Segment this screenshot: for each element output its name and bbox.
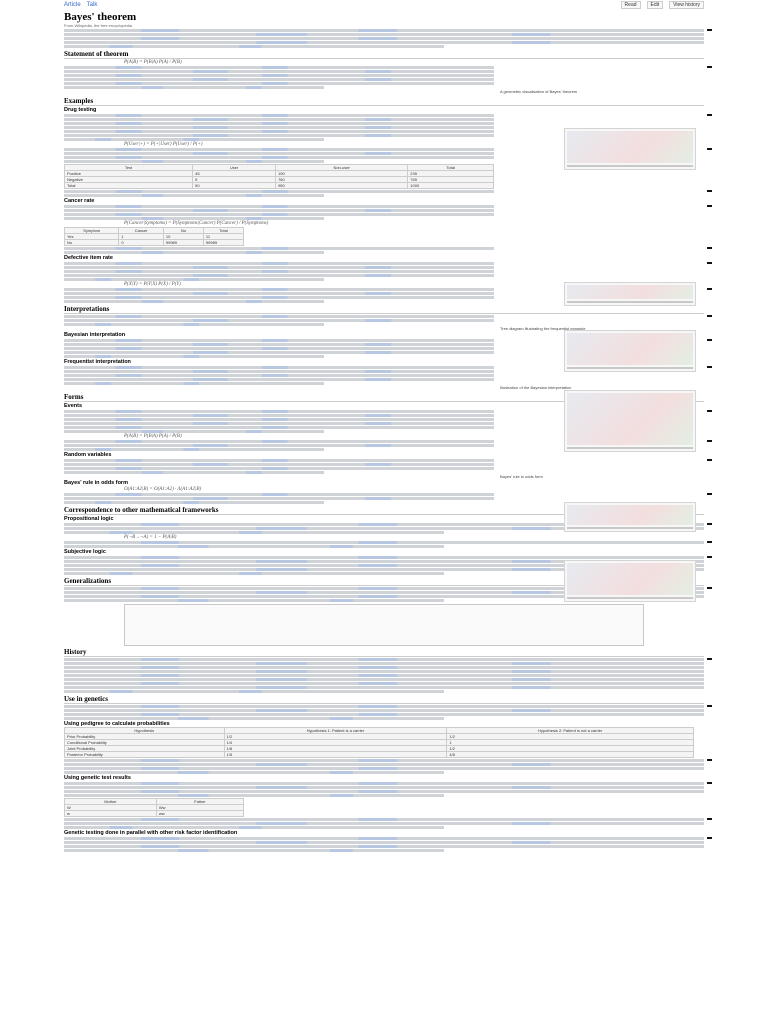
section-heading: Examples xyxy=(64,97,704,106)
section-heading: Cancer rate xyxy=(64,197,95,204)
section-heading: Using pedigree to calculate probabilities xyxy=(64,721,170,727)
data-table xyxy=(64,164,494,189)
section-heading: Defective item rate xyxy=(64,254,113,261)
section-heading: Bayesian interpretation xyxy=(64,332,126,338)
table-header-cell: User xyxy=(193,164,276,170)
table-cell: w xyxy=(65,811,157,817)
table-cell: Positive xyxy=(65,170,193,176)
top-nav xyxy=(64,0,704,10)
figure-logic[interactable] xyxy=(564,560,696,602)
section-heading: Statement of theorem xyxy=(64,50,704,59)
figure-caption: Illustration of the Bayesian interpretation xyxy=(500,385,572,390)
table-cell: 0 xyxy=(119,239,163,245)
table-header-cell: Cancer xyxy=(119,227,163,233)
nav-history[interactable]: View history xyxy=(669,1,704,9)
table-cell: Ww xyxy=(156,805,243,811)
figure-tree[interactable] xyxy=(564,330,696,372)
paragraph xyxy=(64,247,704,254)
table-cell: 1 xyxy=(119,233,163,239)
edit-section-icon[interactable] xyxy=(707,587,712,589)
table-cell: Posterior Probability xyxy=(65,752,225,758)
section-heading: Using genetic test results xyxy=(64,775,131,781)
figure-geometric[interactable] xyxy=(564,128,696,170)
figure-odds xyxy=(564,502,696,532)
table-cell: 1/2 xyxy=(224,734,447,740)
edit-section-icon[interactable] xyxy=(707,190,712,192)
paragraph xyxy=(64,205,704,220)
table-row xyxy=(65,752,694,758)
table-cell: 99989 xyxy=(203,239,243,245)
figure-caption: A geometric visualisation of Bayes' theorem xyxy=(500,89,578,94)
table-cell: 11 xyxy=(203,233,243,239)
figure-caption: Tree diagram illustrating the frequentist example xyxy=(500,325,586,331)
table-cell: W xyxy=(65,805,157,811)
table-cell: No xyxy=(65,239,119,245)
edit-section-icon[interactable] xyxy=(707,541,712,543)
edit-section-icon[interactable] xyxy=(707,440,712,442)
table-header-cell: Symptom xyxy=(65,227,119,233)
table-cell: 950 xyxy=(276,182,408,188)
paragraph xyxy=(64,818,704,829)
edit-section-icon[interactable] xyxy=(707,818,712,820)
section-heading: Correspondence to other mathematical frameworks xyxy=(64,506,704,515)
section-heading: Events xyxy=(64,402,83,409)
table-cell: 1/4 xyxy=(224,740,447,746)
edit-section-icon[interactable] xyxy=(707,339,712,341)
paragraph xyxy=(64,262,704,281)
equation: P(A|B) = P(B|A) P(A) / P(B) xyxy=(124,60,182,65)
page-title: Bayes' theorem xyxy=(64,11,137,23)
edit-section-icon[interactable] xyxy=(707,410,712,412)
paragraph xyxy=(64,190,704,197)
section-heading: Forms xyxy=(64,393,704,402)
edit-section-icon[interactable] xyxy=(707,148,712,150)
figure-caption: Bayes' rule in odds form xyxy=(500,473,543,479)
data-table xyxy=(64,798,244,817)
section-heading: Subjective logic xyxy=(64,549,106,555)
edit-section-icon[interactable] xyxy=(707,366,712,368)
table-header-cell: Total xyxy=(408,164,494,170)
edit-section-icon[interactable] xyxy=(707,459,712,461)
table-cell: Total xyxy=(65,182,193,188)
edit-section-icon[interactable] xyxy=(707,205,712,207)
table-header-cell: No xyxy=(163,227,203,233)
table-row xyxy=(65,811,244,817)
table-cell: Prior Probability xyxy=(65,734,225,740)
table-cell: Conditional Probability xyxy=(65,740,225,746)
equation: P(X|Y) = P(Y|X) P(X) / P(Y) xyxy=(124,281,181,287)
table-header-cell: Non-user xyxy=(276,164,408,170)
table-cell: 45 xyxy=(193,170,276,176)
table-header-cell: Test xyxy=(65,164,193,170)
section-heading: Random variables xyxy=(64,451,112,458)
paragraph xyxy=(64,759,704,774)
section-heading: Use in genetics xyxy=(64,695,704,704)
data-table xyxy=(64,727,694,758)
section-heading: Drug testing xyxy=(64,106,97,113)
section-heading: History xyxy=(64,648,704,657)
table-cell: 1/5 xyxy=(224,752,447,758)
page-tagline: From Wikipedia, the free encyclopedia xyxy=(64,23,133,28)
paragraph xyxy=(64,459,704,474)
edit-section-icon[interactable] xyxy=(707,837,712,839)
table-row xyxy=(65,239,244,245)
table-cell: 235 xyxy=(408,170,494,176)
edit-section-icon[interactable] xyxy=(707,759,712,761)
table-cell: ww xyxy=(156,811,243,817)
edit-section-icon[interactable] xyxy=(707,658,712,660)
table-header-cell: Hypothesis 2: Patient is not a carrier xyxy=(447,728,694,734)
table-header-cell: Hypothesis xyxy=(65,728,225,734)
nav-article[interactable]: Article xyxy=(64,2,81,8)
table-header-cell: Hypothesis 1: Patient is a carrier xyxy=(224,728,447,734)
edit-section-icon[interactable] xyxy=(707,493,712,495)
edit-section-icon[interactable] xyxy=(707,29,712,31)
table-header-cell: Father xyxy=(156,799,243,805)
nav-edit[interactable]: Edit xyxy=(647,1,664,9)
table-cell: 1 xyxy=(447,740,694,746)
edit-section-icon[interactable] xyxy=(707,315,712,317)
data-table xyxy=(64,227,244,246)
edit-section-icon[interactable] xyxy=(707,288,712,290)
table-cell: 5 xyxy=(193,176,276,182)
paragraph xyxy=(64,705,704,720)
table-header-cell: Mother xyxy=(65,799,157,805)
edit-section-icon[interactable] xyxy=(707,705,712,707)
table-cell: 1000 xyxy=(408,182,494,188)
equation: P(A|B) = P(B|A) P(A) / P(B) xyxy=(124,433,182,439)
edit-section-icon[interactable] xyxy=(707,556,712,558)
table-row xyxy=(65,182,494,188)
table-cell: 190 xyxy=(276,170,408,176)
table-cell: 1/2 xyxy=(447,734,694,740)
article-page xyxy=(64,0,704,1024)
edit-section-icon[interactable] xyxy=(707,782,712,784)
section-heading: Genetic testing done in parallel with other risk factor identification xyxy=(64,830,238,836)
equation: P(User|+) = P(+|User) P(User) / P(+) xyxy=(124,141,203,147)
figure-bayesian[interactable] xyxy=(564,390,696,452)
paragraph xyxy=(64,66,704,89)
section-heading: Frequentist interpretation xyxy=(64,359,131,365)
edit-section-icon[interactable] xyxy=(707,262,712,264)
section-heading: Interpretations xyxy=(64,305,704,314)
table-cell: 4/5 xyxy=(447,752,694,758)
equation: O(A1:A2|B) = O(A1:A2) · Λ(A1:A2|B) xyxy=(124,487,202,492)
table-header-cell: Total xyxy=(203,227,243,233)
equation: P(¬B→¬A) = 1 − P(A|B) xyxy=(124,535,177,540)
paragraph xyxy=(64,29,704,48)
table-cell: 1/2 xyxy=(447,746,694,752)
table-cell: Negative xyxy=(65,176,193,182)
table-cell: 99989 xyxy=(163,239,203,245)
nav-read[interactable]: Read xyxy=(621,1,641,9)
edit-section-icon[interactable] xyxy=(707,523,712,525)
paragraph xyxy=(64,541,704,548)
edit-section-icon[interactable] xyxy=(707,114,712,116)
table-cell: 10 xyxy=(163,233,203,239)
equation: P(Cancer|Symptoms) = P(Symptoms|Cancer) P(Cancer) / P(Symptoms) xyxy=(124,220,269,226)
nav-talk[interactable]: Talk xyxy=(86,2,98,8)
table-cell: Yes xyxy=(65,233,119,239)
table-cell: 1/8 xyxy=(224,746,447,752)
table-cell: 50 xyxy=(193,182,276,188)
paragraph xyxy=(64,315,704,326)
edit-section-icon[interactable] xyxy=(707,247,712,249)
section-heading: Bayes' rule in odds form xyxy=(64,480,128,486)
figure-defect-table xyxy=(564,282,696,306)
paragraph xyxy=(64,658,704,693)
generalization-box xyxy=(124,604,644,646)
section-heading: Generalizations xyxy=(64,577,704,586)
paragraph xyxy=(64,782,704,797)
table-cell: 765 xyxy=(408,176,494,182)
paragraph xyxy=(64,837,704,852)
section-heading: Propositional logic xyxy=(64,516,114,522)
table-cell: Joint Probability xyxy=(65,746,225,752)
table-cell: 760 xyxy=(276,176,408,182)
edit-section-icon[interactable] xyxy=(707,66,712,68)
